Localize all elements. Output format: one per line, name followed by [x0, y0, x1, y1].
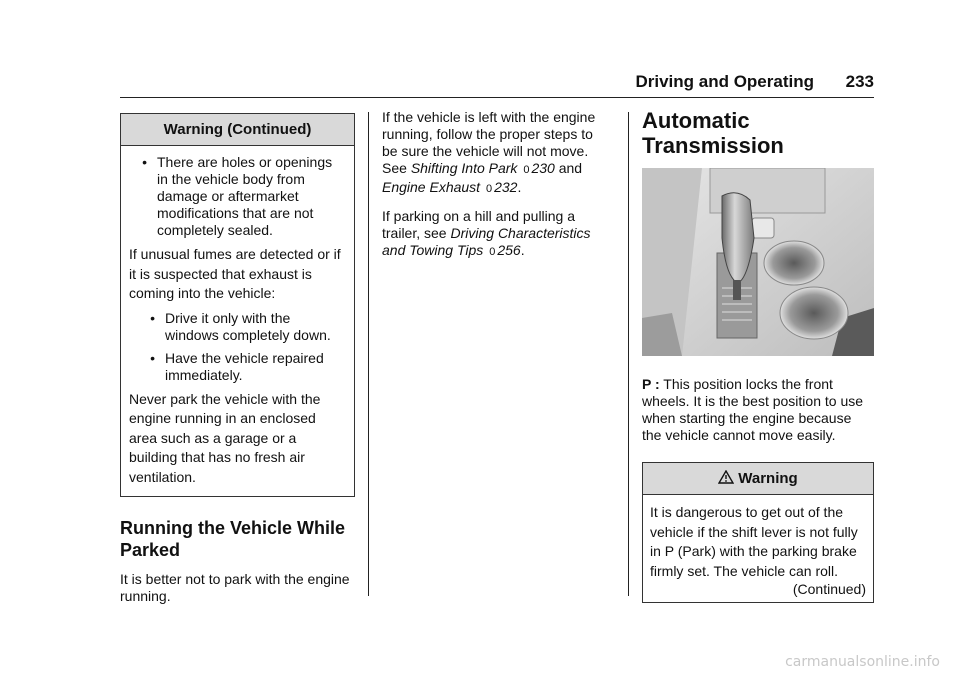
section-heading: Automatic Transmission [642, 108, 784, 158]
bullet-marker: • [142, 154, 147, 170]
column-3 [642, 108, 874, 603]
paragraph [382, 208, 612, 261]
page-ref-arrow-icon: 0 [523, 164, 530, 176]
section-body: It is better not to park with the engine running. [120, 571, 350, 604]
warning-title: Warning [738, 470, 798, 487]
bullet-item [129, 310, 346, 344]
warning-body [121, 146, 354, 496]
paragraph [382, 109, 612, 198]
bullet-marker: • [150, 349, 155, 366]
paragraph [642, 376, 874, 444]
page-number: 233 [845, 72, 874, 91]
bullet-text: There are holes or openings in the vehicle body from damage or aftermarket modifications that are not completely sealed. [157, 154, 333, 238]
continued-label: (Continued) [792, 581, 866, 597]
paragraph-text: If the vehicle is left with the engine running, follow the proper steps to be sure the vehicle will not move. See [382, 109, 596, 176]
period: . [517, 179, 522, 195]
warning-triangle-icon [718, 470, 734, 484]
bullet-text: Have the vehicle repaired immediately. [165, 349, 324, 383]
bullet-item [129, 350, 346, 384]
conjunction: and [558, 160, 583, 176]
period: . [520, 242, 525, 258]
paragraph-text: This position locks the front wheels. It is the best position to use when starting the engine because the vehicle cannot move easily. [642, 376, 864, 443]
xref-link[interactable]: Engine Exhaust [382, 179, 481, 195]
xref-link[interactable]: Shifting Into Park [410, 160, 518, 176]
shift-lever-photo [642, 168, 874, 356]
paragraph: Never park the vehicle with the engine running in an enclosed area such as a garage or a building that has no fresh air ventilation. [129, 390, 321, 485]
xref-page[interactable]: 256 [497, 242, 521, 258]
page-header [120, 70, 874, 98]
gear-label: P : [642, 376, 660, 392]
page-ref-arrow-icon: 0 [489, 246, 496, 258]
header-rule [120, 97, 874, 98]
xref-page[interactable]: 230 [531, 160, 555, 176]
column-2 [382, 109, 612, 261]
page-ref-arrow-icon: 0 [485, 183, 493, 195]
xref-link[interactable]: Driving Characteristics and Towing Tips [382, 225, 591, 258]
paragraph: It is dangerous to get out of the vehicle if the shift lever is not fully in P (Park) with the parking brake firmly set. The vehicle can roll. [650, 504, 858, 579]
bullet-item [129, 154, 346, 239]
section-heading: Running the Vehicle While Parked [120, 518, 346, 560]
warning-box [642, 462, 874, 603]
section-title: Driving and Operating [635, 72, 814, 91]
watermark: carmanualsonline.info [785, 654, 940, 670]
column-divider-2 [628, 112, 629, 596]
paragraph-text: If parking on a hill and pulling a trailer, see [382, 208, 576, 241]
column-1 [120, 113, 355, 605]
warning-title: Warning (Continued) [121, 114, 354, 146]
warning-body [643, 495, 873, 602]
warning-box-continued [120, 113, 355, 497]
bullet-text: Drive it only with the windows completely down. [165, 309, 331, 343]
bullet-marker: • [150, 309, 155, 326]
xref-page[interactable]: 232 [494, 179, 518, 195]
paragraph: If unusual fumes are detected or if it is suspected that exhaust is coming into the vehicle: [129, 246, 341, 301]
warning-header [643, 463, 873, 495]
column-divider-1 [368, 112, 369, 596]
